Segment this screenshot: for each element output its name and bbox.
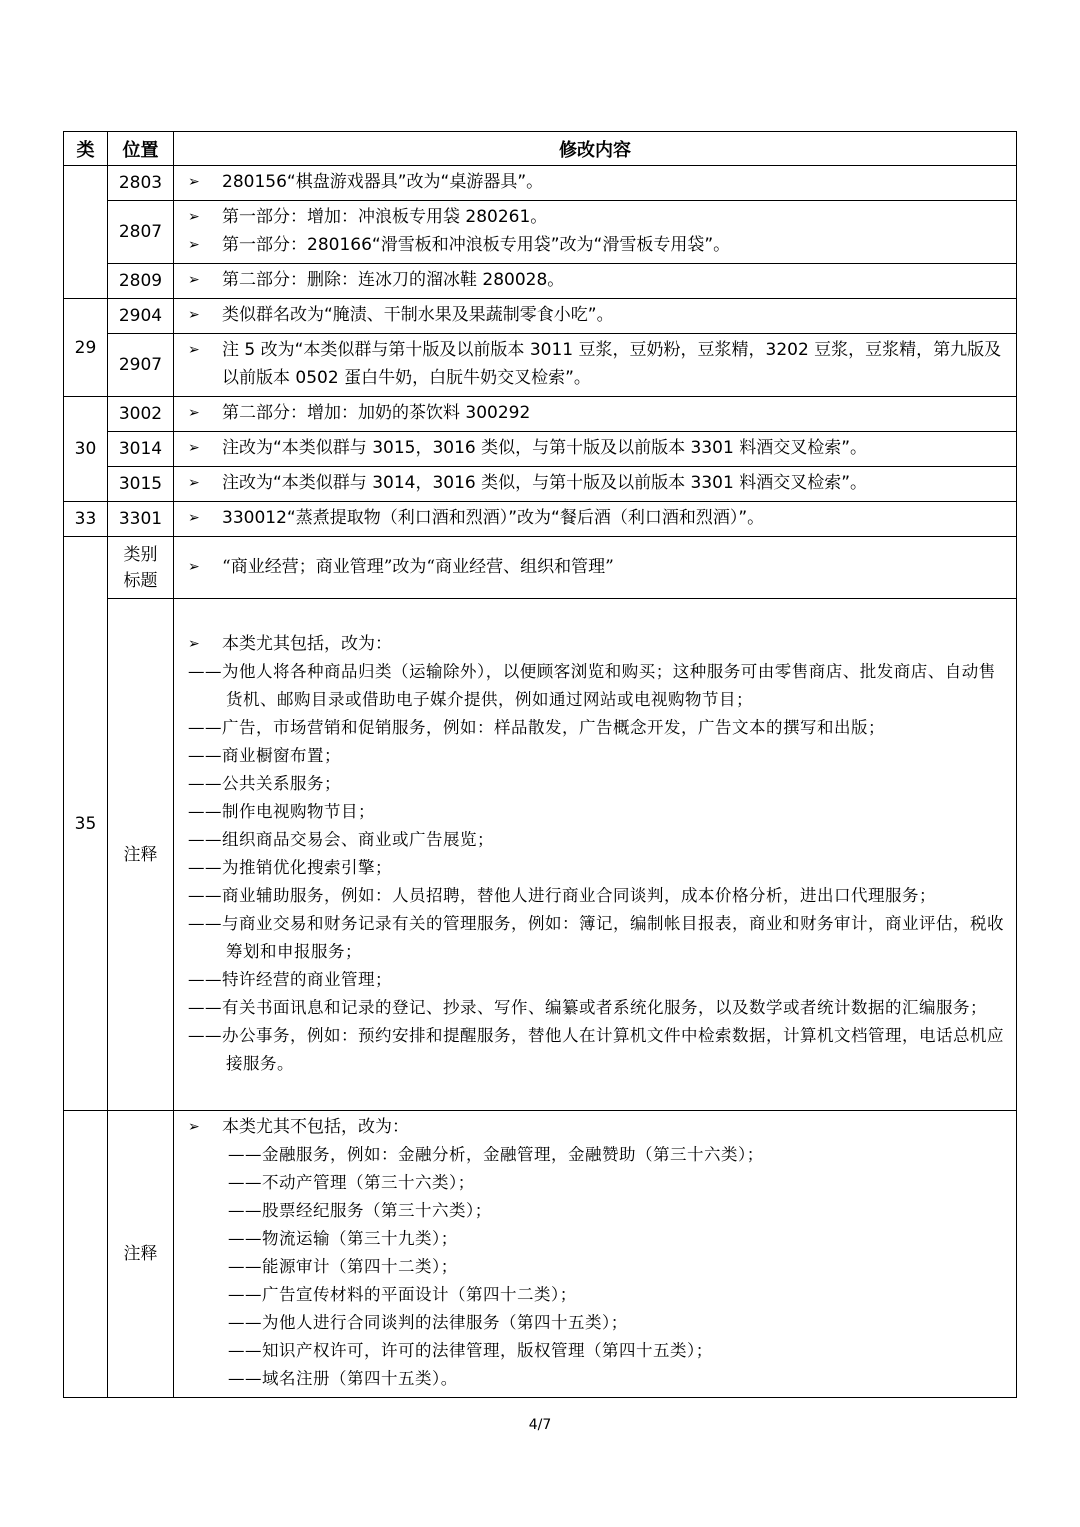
arrow-bullet-icon: ➢ (188, 440, 200, 456)
position-cell: 2807 (108, 201, 174, 264)
content-cell (174, 201, 1017, 264)
content-cell (174, 467, 1017, 502)
list-item: ➢ 280156“棋盘游戏器具”改为“桌游器具”。 (188, 168, 1008, 196)
list-item: ➢ 本类尤其包括，改为： (188, 630, 1008, 658)
list-item: ➢ 第二部分：删除：连冰刀的溜冰鞋 280028。 (188, 266, 1008, 294)
table-header-row (64, 132, 1017, 166)
modification-table (63, 131, 1017, 1398)
note-line: ——组织商品交易会、商业或广告展览； (188, 829, 494, 849)
position-cell: 3014 (108, 432, 174, 467)
position-cell: 注释 (108, 1111, 174, 1398)
position-cell: 2904 (108, 299, 174, 334)
note-line: ——不动产管理（第三十六类）； (228, 1173, 475, 1192)
list-item: ➢ “商业经营；商业管理”改为“商业经营、组织和管理” (188, 553, 1008, 581)
position-cell: 2907 (108, 334, 174, 397)
arrow-bullet-icon: ➢ (188, 307, 200, 323)
table-row (64, 537, 1017, 599)
list-item: ➢ 330012“蒸煮提取物（利口酒和烈酒）”改为“餐后酒（利口酒和烈酒）”。 (188, 504, 1008, 532)
position-line: 类别 (123, 544, 158, 565)
arrow-bullet-icon: ➢ (188, 237, 200, 253)
content-cell (174, 502, 1017, 537)
list-item: ➢ 注改为“本类似群与 3015，3016 类似，与第十版及以前版本 3301 料酒交叉检索”。 (188, 434, 1008, 462)
note-line: ——物流运输（第三十九类）； (228, 1229, 458, 1248)
list-item: ➢ 第二部分：增加：加奶的茶饮料 300292 (188, 399, 1008, 427)
note-line: ——商业辅助服务，例如：人员招聘，替他人进行商业合同谈判，成本价格分析，进出口代理服务； (188, 885, 936, 905)
content-cell (174, 264, 1017, 299)
class-cell-blank (64, 166, 108, 299)
content-cell (174, 166, 1017, 201)
position-line: 标题 (123, 570, 158, 591)
table-row (64, 599, 1017, 1111)
class-cell: 35 (64, 537, 108, 1111)
note-line: ——特许经营的商业管理； (188, 969, 392, 989)
content-cell (174, 537, 1017, 599)
table-row (64, 1111, 1017, 1398)
position-cell: 3301 (108, 502, 174, 537)
arrow-bullet-icon: ➢ (188, 558, 200, 575)
class-cell: 30 (64, 397, 108, 502)
arrow-bullet-icon: ➢ (188, 405, 200, 421)
list-item: ➢ 注 5 改为“本类似群与第十版及以前版本 3011 豆浆，豆奶粉，豆浆精，3202 豆浆，豆浆精，第九版及以前版本 0502 蛋白牛奶，白朊牛奶交叉检索”。 (188, 336, 1008, 392)
note-line: ——金融服务，例如：金融分析，金融管理，金融赞助（第三十六类）； (228, 1145, 764, 1164)
position-cell: 3015 (108, 467, 174, 502)
position-cell: 2803 (108, 166, 174, 201)
arrow-bullet-icon: ➢ (188, 209, 200, 225)
table-row (64, 201, 1017, 264)
list-item: ➢ 第一部分：增加：冲浪板专用袋 280261。 (188, 203, 1008, 231)
note-line: ——有关书面讯息和记录的登记、抄录、写作、编纂或者系统化服务，以及数学或者统计数据的汇编服务； (188, 997, 987, 1017)
content-cell (174, 432, 1017, 467)
arrow-bullet-icon: ➢ (188, 635, 200, 652)
note-line: ——公共关系服务； (188, 773, 341, 793)
arrow-bullet-icon: ➢ (188, 342, 200, 358)
arrow-bullet-icon: ➢ (188, 510, 200, 526)
note-line: ——域名注册（第四十五类）。 (228, 1369, 458, 1388)
note-line: ——知识产权许可，许可的法律管理，版权管理（第四十五类）； (228, 1341, 713, 1360)
header-class: 类 (64, 132, 108, 166)
content-cell (174, 299, 1017, 334)
content-cell (174, 334, 1017, 397)
header-position: 位置 (108, 132, 174, 166)
list-item: ➢ 注改为“本类似群与 3014，3016 类似，与第十版及以前版本 3301 料酒交叉检索”。 (188, 469, 1008, 497)
class-cell: 29 (64, 299, 108, 397)
content-cell (174, 1111, 1017, 1398)
position-cell: 2809 (108, 264, 174, 299)
content-cell (174, 397, 1017, 432)
note-line: ——为他人将各种商品归类（运输除外），以便顾客浏览和购买；这种服务可由零售商店、批发商店、自动售货机、邮购目录或借助电子媒介提供，例如通过网站或电视购物节目； (188, 661, 996, 709)
content-cell (174, 599, 1017, 1111)
class-cell-blank (64, 1111, 108, 1398)
list-item: ➢ 类似群名改为“腌渍、干制水果及果蔬制零食小吃”。 (188, 301, 1008, 329)
table-row (64, 502, 1017, 537)
position-cell (108, 537, 174, 599)
page-number: 4/7 (528, 1417, 552, 1433)
table-row (64, 334, 1017, 397)
note-line: ——广告，市场营销和促销服务，例如：样品散发，广告概念开发，广告文本的撰写和出版； (188, 717, 885, 737)
header-content: 修改内容 (174, 132, 1017, 166)
table-row (64, 264, 1017, 299)
position-cell: 注释 (108, 599, 174, 1111)
arrow-bullet-icon: ➢ (188, 174, 200, 190)
arrow-bullet-icon: ➢ (188, 475, 200, 491)
arrow-bullet-icon: ➢ (188, 272, 200, 288)
list-item: ➢ 第一部分：280166“滑雪板和冲浪板专用袋”改为“滑雪板专用袋”。 (188, 231, 1008, 259)
list-item: ➢ 本类尤其不包括，改为： (188, 1113, 1008, 1141)
note-line: ——广告宣传材料的平面设计（第四十二类）； (228, 1285, 577, 1304)
note-line: ——与商业交易和财务记录有关的管理服务，例如：簿记，编制帐目报表，商业和财务审计，商业评估，税收筹划和申报服务； (188, 913, 1004, 961)
class-cell: 33 (64, 502, 108, 537)
note-line: ——办公事务，例如：预约安排和提醒服务，替他人在计算机文件中检索数据，计算机文档管理，电话总机应接服务。 (188, 1025, 1004, 1073)
table-row (64, 467, 1017, 502)
note-line: ——制作电视购物节目； (188, 801, 375, 821)
note-line: ——为他人进行合同谈判的法律服务（第四十五类）； (228, 1313, 628, 1332)
table-row (64, 299, 1017, 334)
table-row (64, 432, 1017, 467)
table-row (64, 166, 1017, 201)
note-line: ——商业橱窗布置； (188, 745, 341, 765)
note-line: ——股票经纪服务（第三十六类）； (228, 1201, 492, 1220)
note-line: ——能源审计（第四十二类）； (228, 1257, 458, 1276)
arrow-bullet-icon: ➢ (188, 1119, 200, 1135)
position-cell: 3002 (108, 397, 174, 432)
note-line: ——为推销优化搜索引擎； (188, 857, 392, 877)
table-row (64, 397, 1017, 432)
